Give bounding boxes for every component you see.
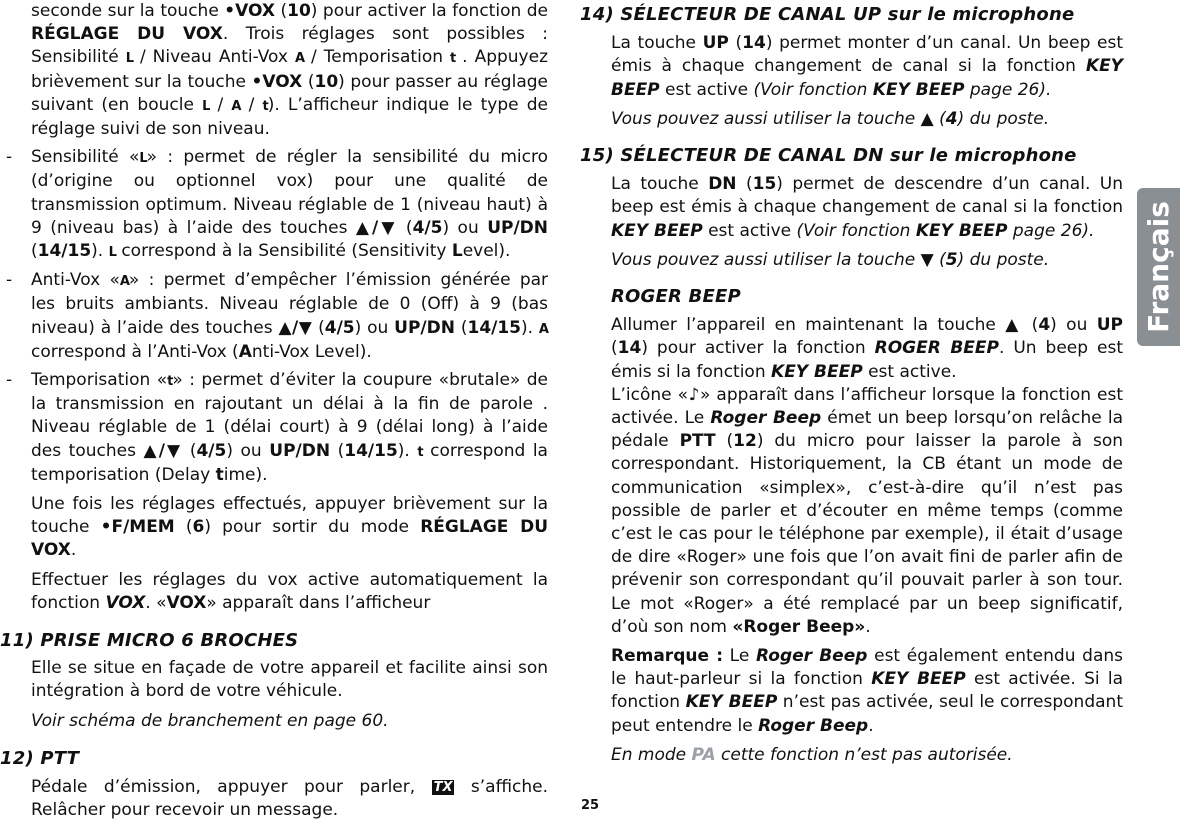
arrow-down-icon: ▼ xyxy=(920,249,934,270)
heading-roger-beep: ROGER BEEP xyxy=(611,286,741,308)
arrow-up-icon: ▲ xyxy=(1005,315,1023,336)
para-remarque: Remarque : Le Roger Beep est également entendu dans le haut-parleur si la fonction KEY BEEP est activée. Si la fonction KEY BEEP n’est pas activée, seul le correspondant peut entendre le Roger Beep. xyxy=(611,646,1123,736)
text: seconde sur la touche xyxy=(31,1,225,21)
heading-15: 15) SÉLECTEUR DE CANAL DN sur le microphone xyxy=(580,145,1077,167)
right-column xyxy=(580,0,1123,767)
segment-a-glyph: A xyxy=(294,51,305,67)
language-side-tab xyxy=(1137,188,1180,346)
vox-button-ref: •VOX xyxy=(224,1,275,21)
para-11: Elle se situe en façade de votre appareil et facilite ainsi son intégration à bord de votre véhicule. xyxy=(31,658,548,702)
para-roger-history: L’icône «♪» apparaît dans l’afficheur lorsque la fonction est activée. Le Roger Beep émet un beep lorsqu’on relâche la pédale PTT (12) du micro pour laisser la parole à son correspondant. Historiquement, la CB étant un mode de communication «simplex», c’est-à-dire qu’il n’est pas possible de parler et d’écouter en même temps (comme c’est le cas pour le téléphone par exemple), il était d’usage de dire «Roger» une fois que l’on avait fini de parler afin de prévenir son correspondant qu’il pouvait parler à son tour. Le mot «Roger» a été remplacé par un beep significatif, d’où son nom «Roger Beep». xyxy=(611,384,1123,637)
bullet-dash: - xyxy=(6,270,13,291)
bullet-sensitivity: - Sensibilité «L» : permet de régler la sensibilité du micro (d’origine ou optionnel vox) pour une qualité de transmission optimum. Niveau réglable de 1 (niveau haut) à 9 (niveau bas) à l’aide des touches ▲/▼ (4/5) ou UP/DN (14/15). L correspond à la Sensibilité (Sensitivity Level). xyxy=(6,147,548,262)
language-label: Français xyxy=(1141,201,1175,333)
para-vox-auto: Effectuer les réglages du vox active automatiquement la fonction VOX. «VOX» apparaît dans l’afficheur xyxy=(31,569,548,613)
para-12: Pédale d’émission, appuyer pour parler, TX s’affiche. Relâcher pour recevoir un message. xyxy=(31,777,548,821)
vox-settings-intro: seconde sur la touche •VOX (10) pour activer la fonction de RÉGLAGE DU VOX. Trois réglages sont possibles : Sensibilité L / Niveau Anti-Vox A / Temporisation t . Appuyez brièvement sur la touche •VOX (10) pour passer au réglage suivant (en boucle L / A / t). L’afficheur indique le type de réglage suivi de son niveau. xyxy=(31,1,549,140)
heading-12: 12) PTT xyxy=(0,747,80,769)
left-column xyxy=(0,0,548,823)
heading-14: 14) SÉLECTEUR DE CANAL UP sur le microphone xyxy=(580,4,1075,25)
vox-setting-mode: RÉGLAGE DU VOX xyxy=(31,24,223,45)
fmem-button-ref: •F/MEM xyxy=(100,517,175,538)
para-15: La touche DN (15) permet de descendre d’un canal. Un beep est émis à chaque changement de canal si la fonction KEY BEEP est active (Voir fonction KEY BEEP page 26). xyxy=(611,174,1123,241)
para-pa-mode: En mode PA cette fonction n’est pas autorisée. xyxy=(611,744,1013,765)
bullet-dash: - xyxy=(6,370,13,391)
para-14: La touche UP (14) permet monter d’un canal. Un beep est émis à chaque changement de canal si la fonction KEY BEEP est active (Voir fonction KEY BEEP page 26). xyxy=(611,33,1123,100)
segment-l-glyph: L xyxy=(125,51,133,67)
tx-indicator-icon: TX xyxy=(433,780,453,796)
pa-label: PA xyxy=(691,744,716,765)
page-number: 25 xyxy=(580,798,600,813)
para-exit-vox-mode: Une fois les réglages effectués, appuyer brièvement sur la touche •F/MEM (6) pour sortir du mode RÉGLAGE DU VOX. xyxy=(31,494,548,561)
para-11-note: Voir schéma de branchement en page 60. xyxy=(31,710,389,731)
up-down-arrow-icons: ▲/▼ xyxy=(278,317,313,338)
up-down-arrow-icons: ▲/▼ xyxy=(355,217,398,238)
segment-t-glyph: t xyxy=(449,51,456,67)
para-15-note: Vous pouvez aussi utiliser la touche ▼ (5) du poste. xyxy=(611,249,1050,270)
para-roger-activate: Allumer l’appareil en maintenant la touche ▲ (4) ou UP (14) pour activer la fonction ROGER BEEP. Un beep est émis si la fonction KEY BEEP est active. xyxy=(611,315,1123,382)
arrow-up-icon: ▲ xyxy=(920,108,934,129)
up-down-arrow-icons: ▲/▼ xyxy=(143,440,183,461)
bullet-antivox: - Anti-Vox «A» : permet d’empêcher l’émission générée par les bruits ambiants. Niveau réglable de 0 (Off) à 9 (bas niveau) à l’aide des touches ▲/▼ (4/5) ou UP/DN (14/15). A correspond à l’Anti-Vox (Anti-Vox Level). xyxy=(6,270,549,362)
bullet-dash: - xyxy=(6,147,13,168)
bullet-temporisation: - Temporisation «t» : permet d’éviter la coupure «brutale» de la transmission en rajoutant un délai à la fin de parole . Niveau réglable de 1 (délai court) à 9 (délai long) à l’aide des touches ▲/▼ (4/5) ou UP/DN (14/15). t correspond la temporisation (Delay time). xyxy=(6,370,549,485)
music-note-icon: ♪ xyxy=(687,384,701,405)
para-14-note: Vous pouvez aussi utiliser la touche ▲ (4) du poste. xyxy=(611,108,1050,129)
heading-11: 11) PRISE MICRO 6 BROCHES xyxy=(0,630,299,652)
